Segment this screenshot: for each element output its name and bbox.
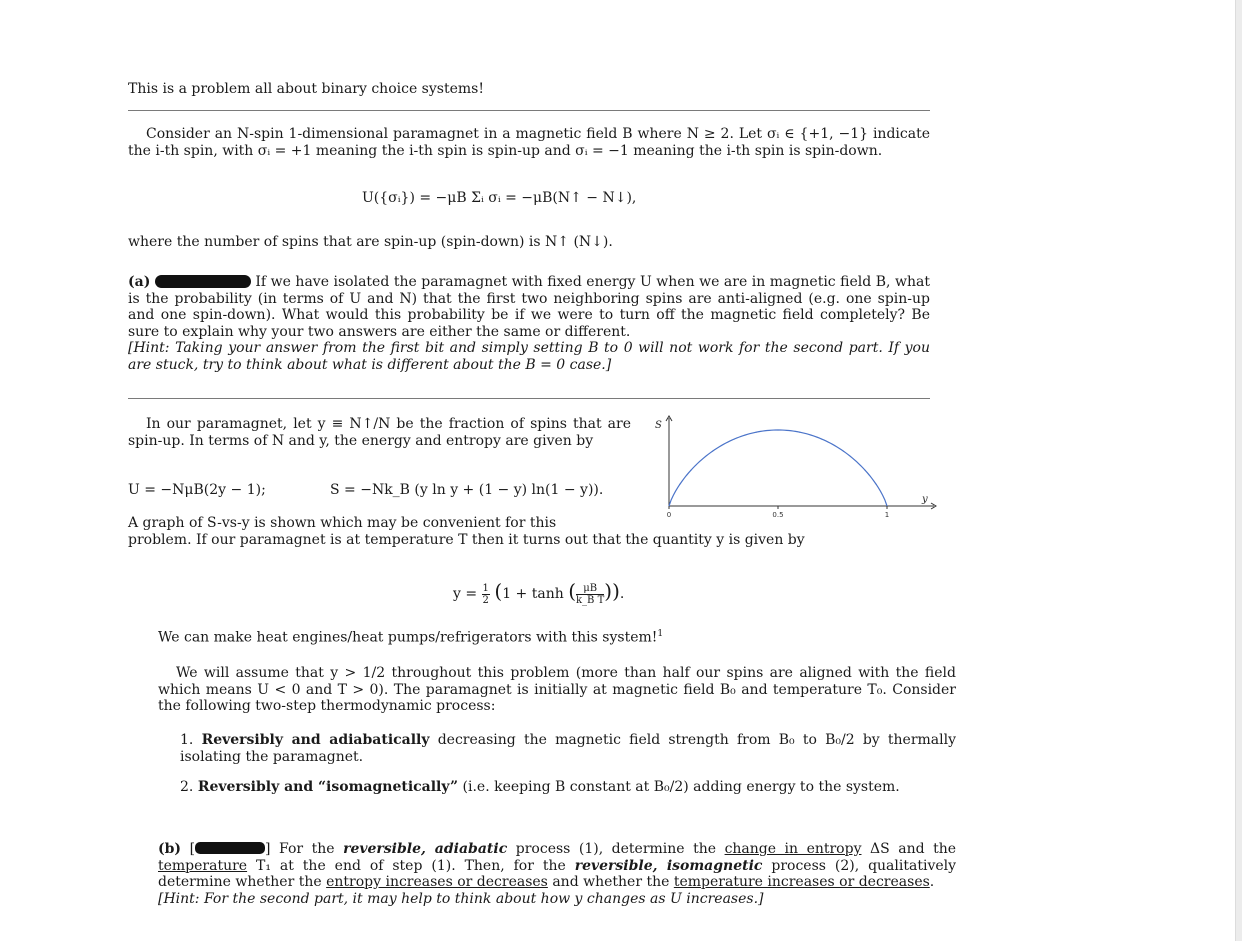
x-tick-label: 0.5: [772, 511, 784, 519]
x-tick-label: 1: [884, 511, 890, 519]
part-b-underline-temperature: temperature: [158, 857, 248, 874]
part-b-text: and whether the: [552, 874, 670, 890]
energy-entropy-equation-energy: U = −NμB(2y − 1);: [128, 482, 266, 498]
part-b: (b) [ ] For the reversible, adiabatic process (1), determine the change in entropy ΔS and the temperature T₁ at the end of step (1). Then, for the reversible, isomagnetic process (2), qualitatively determine whether the entropy increases or decreases and whether the temperature increases or decreases. [Hint: For the second part, it may help to think about how y changes as U increases.]: [158, 841, 957, 907]
part-b-text: For the: [279, 841, 335, 857]
engines-line: [158, 626, 938, 646]
step-2-bold: Reversibly and “isomagnetically”: [197, 779, 459, 795]
part-b-underline-entropy-dir: entropy increases or decreases: [326, 874, 548, 890]
engines-line-text: We can make heat engines/heat pumps/refrigerators with this system!: [158, 629, 658, 646]
assumption-paragraph: We will assume that y > 1/2 throughout this problem (more than half our spins are aligned with the field which means U < 0 and T > 0). The paramagnet is initially at magnetic field B₀ and temperature T₀. Consider the following two-step thermodynamic process:: [158, 665, 956, 714]
data-point: [821, 438, 822, 439]
graph-paragraph-2-line1: A graph of S-vs-y is shown which may be convenient for this: [128, 515, 557, 531]
data-point: [679, 484, 680, 485]
divider: [128, 398, 930, 399]
y-eq-lhs: y =: [453, 586, 482, 602]
data-point: [876, 484, 877, 485]
step-2: [180, 779, 956, 796]
scrollbar[interactable]: [1235, 0, 1242, 941]
part-b-text: process (1), determine the: [515, 841, 717, 857]
y-eq-half-num: 1: [482, 582, 489, 594]
step-1-rest: decreasing the magnetic field strength from B₀ to B₀/2 by thermally isolating the paramagnet.: [180, 732, 956, 765]
y-eq-num: μB: [576, 583, 604, 595]
part-b-underline-temp-dir: temperature increases or decreases: [673, 874, 930, 890]
data-point: [734, 438, 735, 439]
x-axis-label: y: [922, 494, 928, 505]
y-eq-tanh: tanh: [527, 586, 569, 602]
step-2-rest: (i.e. keeping B constant at B₀/2) adding energy to the system.: [458, 779, 900, 795]
step-1-num: 1.: [180, 732, 194, 748]
data-point: [690, 470, 691, 471]
where-line: where the number of spins that are spin-up (spin-down) is N↑ (N↓).: [128, 234, 613, 250]
part-b-text: process (2), qualitatively determine whether the: [158, 857, 957, 890]
y-equation: y = $\frac{1}{2}$ (1 + tanh ( $\frac{\mu B}{\text{k\_B T}}$ )).: [453, 579, 625, 606]
part-a: [128, 274, 930, 373]
redaction-mark: [155, 275, 251, 288]
part-b-label: (b): [158, 841, 182, 857]
part-b-hint: [Hint: For the second part, it may help to think about how y changes as U increases.]: [158, 890, 764, 907]
energy-entropy-equation-entropy: S = −Nk_B (y ln y + (1 − y) ln(1 − y)).: [330, 482, 604, 498]
footnote-mark: 1: [657, 629, 664, 639]
intro-text: This is a problem all about binary choice systems!: [128, 81, 484, 97]
data-point: [799, 432, 800, 433]
process-steps: [180, 732, 956, 810]
part-a-hint: [Hint: Taking your answer from the first bit and simply setting B to 0 will not work for the second part. If you are stuck, try to think about what is different about the B = 0 case.]: [128, 340, 930, 373]
series-curve-s: [669, 430, 887, 506]
part-a-text: If we have isolated the paramagnet with fixed energy U when we are in magnetic field B, what is the probability (in terms of U and N) that the first two neighboring spins are anti-aligned (e.g. one spin-up and one spin-down). What would this probability be if we were to turn off the magnetic field completely? Be sure to explain why your two answers are either the same or different.: [128, 274, 930, 340]
x-tick-label: 0: [666, 511, 672, 519]
y-axis-label: S: [655, 420, 662, 431]
entropy-chart: [652, 412, 952, 522]
part-b-underline-entropy-change: change in entropy: [724, 841, 862, 857]
part-b-text: T₁ at the end of step (1). Then, for the: [256, 857, 566, 874]
divider: [128, 110, 930, 111]
y-eq-half-den: 2: [482, 594, 489, 606]
data-point: [865, 470, 866, 471]
setup-paragraph: Consider an N-spin 1-dimensional paramagnet in a magnetic field B where N ≥ 2. Let σᵢ ∈ {+1, −1} indicate the i-th spin, with σᵢ = +1 meaning the i-th spin is spin-up and σᵢ = −1 meaning the i-th spin is spin-down.: [128, 126, 930, 159]
step-2-num: 2.: [180, 779, 194, 795]
part-a-label: (a): [128, 274, 151, 290]
graph-paragraph-1: In our paramagnet, let y ≡ N↑/N be the fraction of spins that are spin-up. In terms of N and y, the energy and entropy are given by: [128, 416, 631, 449]
y-eq-half: [482, 583, 490, 606]
graph-paragraph-2-line2: problem. If our paramagnet is at temperature T then it turns out that the quantity y is given by: [128, 532, 805, 548]
data-point: [843, 451, 844, 452]
part-b-emph-isomagnetic: reversible, isomagnetic: [574, 857, 763, 874]
y-eq-frac: [576, 583, 604, 606]
redaction-mark: [195, 842, 265, 854]
data-point: [712, 451, 713, 452]
energy-equation: U({σᵢ}) = −μB Σᵢ σᵢ = −μB(N↑ − N↓),: [362, 190, 637, 206]
data-point: [756, 432, 757, 433]
y-eq-den: k_B T: [576, 594, 605, 606]
data-point: [777, 429, 778, 430]
part-b-text: ΔS and the: [870, 841, 957, 857]
step-1: [180, 732, 956, 765]
step-1-bold: Reversibly and adiabatically: [201, 732, 430, 748]
part-b-emph-adiabatic: reversible, adiabatic: [343, 841, 508, 857]
part-b-text: .: [929, 874, 935, 890]
